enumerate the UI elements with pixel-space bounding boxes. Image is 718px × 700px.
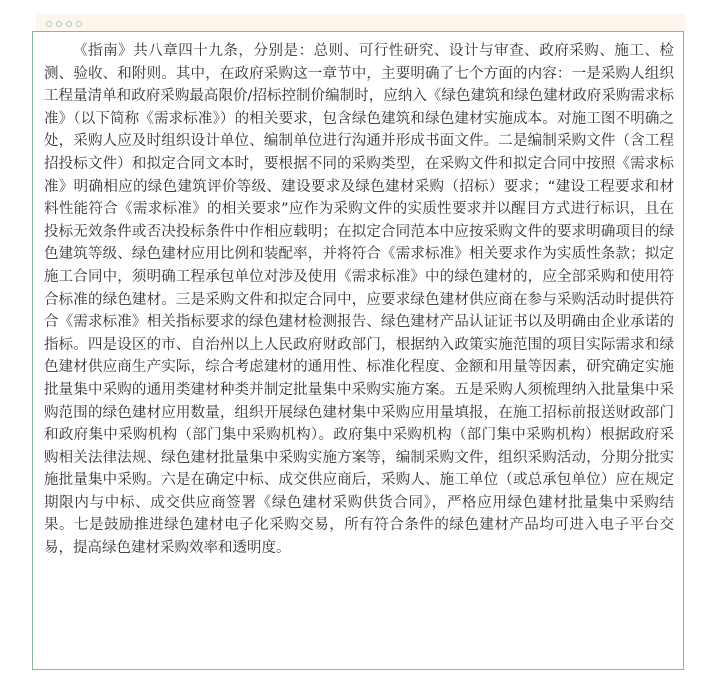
article-paragraph: 《指南》共八章四十九条，分别是：总则、可行性研究、设计与审查、政府采购、施工、检测、验收、和附则。其中，在政府采购这一章节中，主要明确了七个方面的内容：一是采购人组织工程量清单和政府采购最高限价/招标控制价编制时，应纳入《绿色建筑和绿色建材政府采购需求标准》（以下简称《需求标准》）的相关要求，包含绿色建筑和绿色建材实施成本。对施工图不明确之处，采购人应及时组织设计单位、编制单位进行沟通并形成书面文件。二是编制采购文件（含工程招投标文件）和拟定合同文本时，要根据不同的采购类型，在采购文件和拟定合同中按照《需求标准》明确相应的绿色建筑评价等级、建设要求及绿色建材采购（招标）要求；“建设工程要求和材料性能符合《需求标准》的相关要求”应作为采购文件的实质性要求并以醒目方式进行标识，且在投标无效条件或否决投标条件中作相应载明；在拟定合同范本中应按采购文件的要求明确项目的绿色建筑等级、绿色建材应用比例和装配率，并将符合《需求标准》相关要求作为实质性条款；拟定施工合同中，须明确工程承包单位对涉及使用《需求标准》中的绿色建材的，应全部采购和使用符合标准的绿色建材。三是采购文件和拟定合同中，应要求绿色建材供应商在参与采购活动时提供符合《需求标准》相关指标要求的绿色建材检测报告、绿色建材产品认证证书以及明确由企业承诺的指标。四是设区的市、自治州以上人民政府财政部门，根据纳入政策实施范围的项目实际需求和绿色建材供应商生产实际，综合考虑建材的通用性、标准化程度、金额和用量等因素，研究确定实施批量集中采购的通用类建材种类并制定批量集中采购实施方案。五是采购人须梳理纳入批量集中采购范围的绿色建材应用数量，组织开展绿色建材集中采购应用量填报，在施工招标前报送财政部门和政府集中采购机构（部门集中采购机构）。政府集中采购机构（部门集中采购机构）根据政府采购相关法律法规、绿色建材批量集中采购实施方案等，编制采购文件，组织采购活动，分期分批实施批量集中采购。六是在确定中标、成交供应商后，采购人、施工单位（或总承包单位）应在规定期限内与中标、成交供应商签署《绿色建材采购供货合同》，严格应用绿色建材批量集中采购结果。七是鼓励推进绿色建材电子化采购交易，所有符合条件的绿色建材产品均可进入电子平台交易，提高绿色建材采购效率和透明度。: [44, 43, 674, 557]
circle-dot-icon: [76, 21, 82, 27]
circle-dot-icon: [66, 21, 72, 27]
circle-dot-icon: [46, 21, 52, 27]
decorative-dots: [46, 21, 82, 27]
circle-dot-icon: [56, 21, 62, 27]
